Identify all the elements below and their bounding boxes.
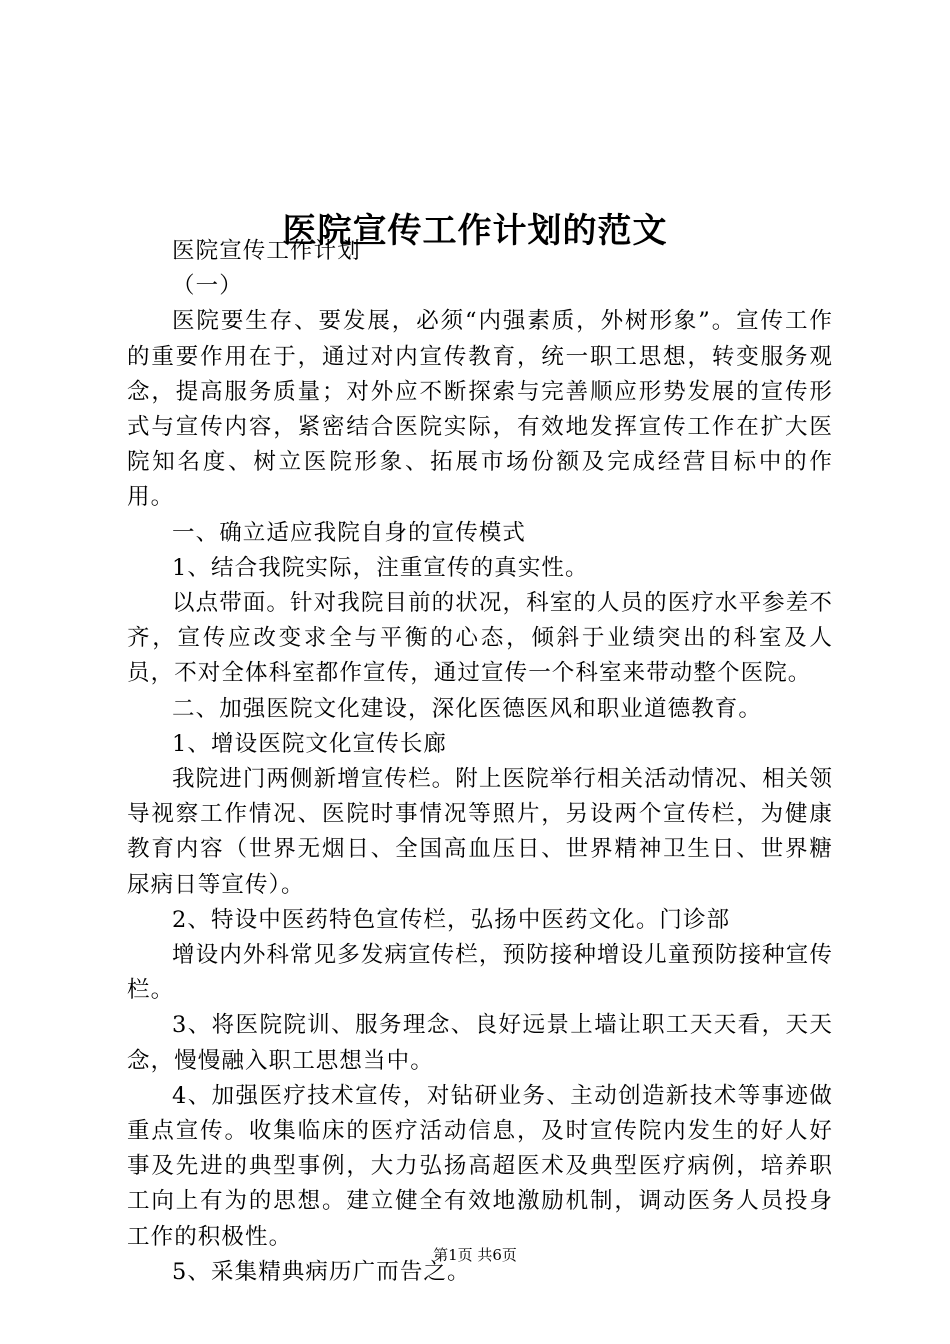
paragraph-item-2-1: 1、增设医院文化宣传长廊 [172,730,448,757]
paragraph-item-2-2-detail: 增设内外科常见多发病宣传栏，预防接种增设儿童预防接种宣传栏。 [127,942,833,1004]
paragraph-item-2-3: 3、将医院院训、服务理念、良好远景上墙让职工天天看，天天念，慢慢融入职工思想当中。 [127,1012,833,1074]
document-body [127,234,833,1290]
paragraph-item-2-1-detail: 我院进门两侧新增宣传栏。附上医院举行相关活动情况、相关领导视察工作情况、医院时事情况等照片，另设两个宣传栏，为健康教育内容（世界无烟日、全国高血压日、世界精神卫生日、世界糖尿病日等宣传）。 [127,766,833,898]
paragraph-item-2-4: 4、加强医疗技术宣传，对钻研业务、主动创造新技术等事迹做重点宣传。收集临床的医疗活动信息，及时宣传院内发生的好人好事及先进的典型事例，大力弘扬高超医术及典型医疗病例，培养职工向上有为的思想。建立健全有效地激励机制，调动医务人员投身工作的积极性。 [127,1082,833,1250]
page-footer: 第1页 共6页 [433,1246,517,1264]
paragraph-section-2-heading: 二、加强医院文化建设，深化医德医风和职业道德教育。 [172,695,763,722]
paragraph-item-1-1: 1、结合我院实际，注重宣传的真实性。 [172,554,589,581]
paragraph-plan-heading: 医院宣传工作计划 [172,238,361,264]
paragraph-section-1-heading: 一、确立适应我院自身的宣传模式 [172,519,527,546]
paragraph-part-number: （一） [172,273,243,300]
paragraph-intro: 医院要生存、要发展，必须“内强素质，外树形象”。宣传工作的重要作用在于，通过对内宣传教育，统一职工思想，转变服务观念，提高服务质量；对外应不断探索与完善顺应形势发展的宣传形式与宣传内容，紧密结合医院实际，有效地发挥宣传工作在扩大医院知名度、树立医院形象、拓展市场份额及完成经营目标中的作用。 [127,308,833,511]
paragraph-item-2-5: 5、采集精典病历广而告之。 [172,1258,471,1285]
document-title: 医院宣传工作计划的范文 [282,210,668,251]
paragraph-item-1-1-detail: 以点带面。针对我院目前的状况，科室的人员的医疗水平参差不齐，宣传应改变求全与平衡的心态，倾斜于业绩突出的科室及人员，不对全体科室都作宣传，通过宣传一个科室来带动整个医院。 [127,590,833,687]
paragraph-item-2-2: 2、特设中医药特色宣传栏，弘扬中医药文化。门诊部 [172,906,731,933]
